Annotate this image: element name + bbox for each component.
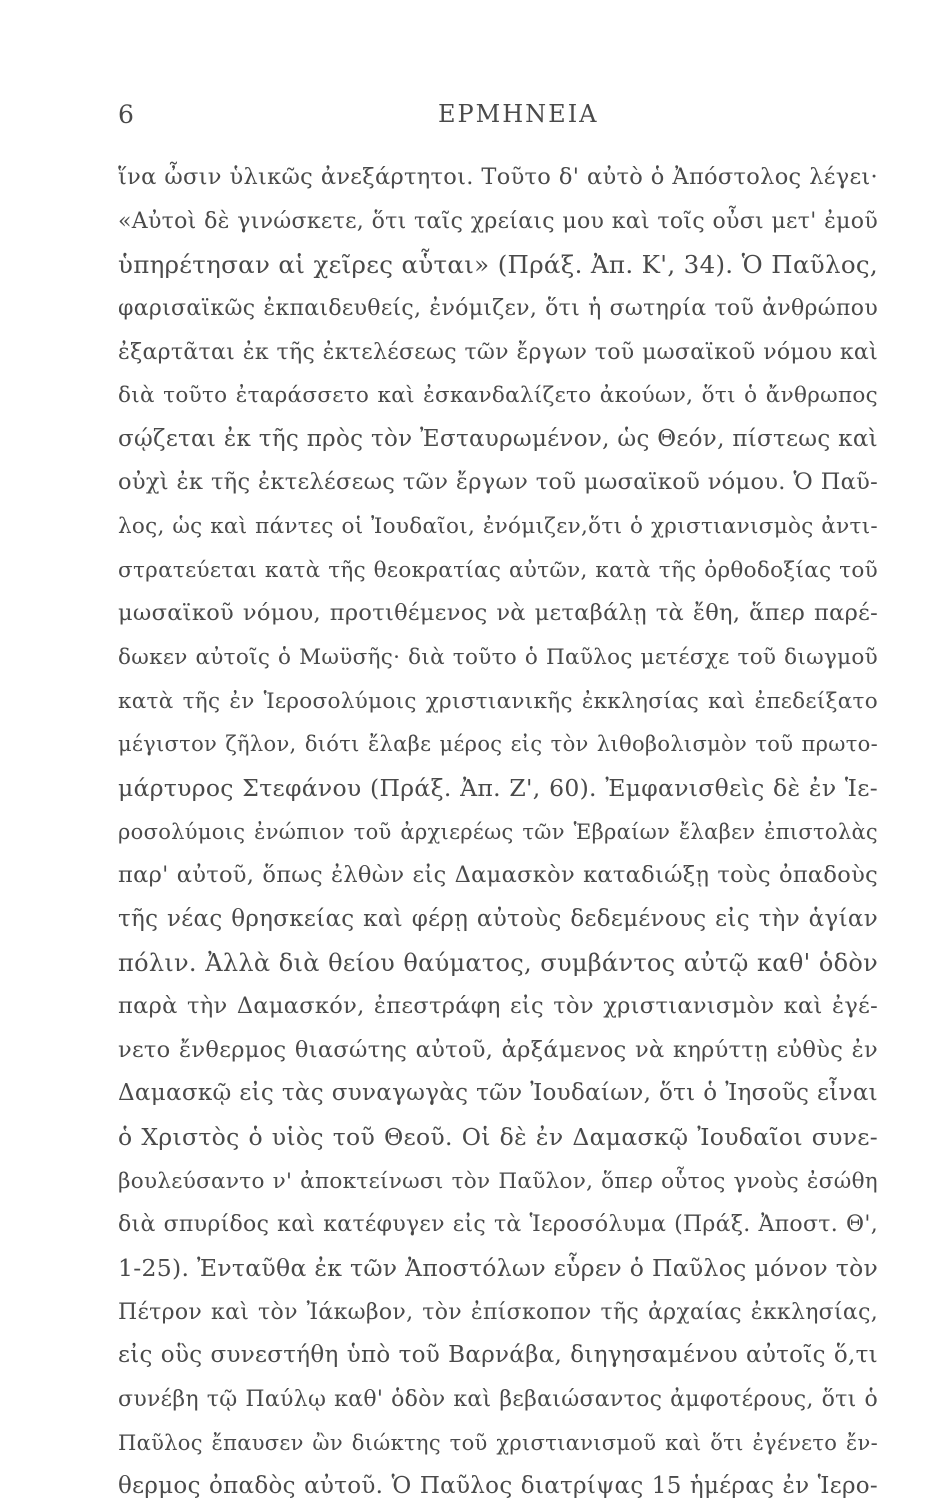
text-line: στρατεύεται κατὰ τῆς θεοκρατίας αὐτῶν, κατὰ τῆς ὀρθοδοξίας τοῦ <box>118 557 878 583</box>
text-line: μέγιστον ζῆλον, διότι ἔλαβε μέρος εἰς τὸν λιθοβολισμὸν τοῦ πρωτο- <box>118 732 878 757</box>
text-line: ὁ Χριστὸς ὁ υἱὸς τοῦ Θεοῦ. Οἱ δὲ ἐν Δαμασκῷ Ἰουδαῖοι συνε- <box>118 1123 878 1152</box>
text-line: Πέτρον καὶ τὸν Ἰάκωβον, τὸν ἐπίσκοπον τῆς ἀρχαίας ἐκκλησίας, <box>118 1299 878 1325</box>
text-line: διὰ τοῦτο ἐταράσσετο καὶ ἐσκανδαλίζετο ἀκούων, ὅτι ὁ ἄνθρωπος <box>118 383 878 409</box>
text-line: Παῦλος ἔπαυσεν ὢν διώκτης τοῦ χριστιανισμοῦ καὶ ὅτι ἐγένετο ἔν- <box>118 1430 878 1455</box>
text-line: ἐξαρτᾶται ἐκ τῆς ἐκτελέσεως τῶν ἔργων τοῦ μωσαϊκοῦ νόμου καὶ <box>118 339 878 365</box>
text-line: παρ' αὐτοῦ, ὅπως ἐλθὼν εἰς Δαμασκὸν καταδιώξῃ τοὺς ὀπαδοὺς <box>118 862 878 889</box>
text-line: φαρισαϊκῶς ἐκπαιδευθείς, ἐνόμιζεν, ὅτι ἡ σωτηρία τοῦ ἀνθρώπου <box>118 295 878 321</box>
running-title: ΕΡΜΗΝΕΙΑ <box>438 100 599 128</box>
text-line: 1-25). Ἐνταῦθα ἐκ τῶν Ἀποστόλων εὗρεν ὁ Παῦλος μόνον τὸν <box>118 1254 878 1283</box>
text-line: οὐχὶ ἐκ τῆς ἐκτελέσεως τῶν ἔργων τοῦ μωσαϊκοῦ νόμου. Ὁ Παῦ- <box>118 469 878 496</box>
text-line: Δαμασκῷ εἰς τὰς συναγωγὰς τῶν Ἰουδαίων, ὅτι ὁ Ἰησοῦς εἶναι <box>118 1080 878 1107</box>
text-line: «Αὐτοὶ δὲ γινώσκετε, ὅτι ταῖς χρείαις μου καὶ τοῖς οὖσι μετ' ἐμοῦ <box>118 208 878 234</box>
text-line: δωκεν αὐτοῖς ὁ Μωϋσῆς· διὰ τοῦτο ὁ Παῦλος μετέσχε τοῦ διωγμοῦ <box>118 645 878 671</box>
text-line: διὰ σπυρίδος καὶ κατέφυγεν εἰς τὰ Ἱεροσόλυμα (Πράξ. Ἀποστ. Θ', <box>118 1212 878 1238</box>
text-line: πόλιν. Ἀλλὰ διὰ θείου θαύματος, συμβάντος αὐτῷ καθ' ὁδὸν <box>118 948 878 977</box>
text-line: θερμος ὀπαδὸς αὐτοῦ. Ὁ Παῦλος διατρίψας 15 ἡμέρας ἐν Ἱερο- <box>118 1473 878 1500</box>
text-line: παρὰ τὴν Δαμασκόν, ἐπεστράφη εἰς τὸν χριστιανισμὸν καὶ ἐγέ- <box>118 993 878 1020</box>
text-line: σῴζεται ἐκ τῆς πρὸς τὸν Ἐσταυρωμένον, ὡς Θεόν, πίστεως καὶ <box>118 425 878 452</box>
page-number: 6 <box>118 100 135 129</box>
text-line: εἰς οὓς συνεστήθη ὑπὸ τοῦ Βαρνάβα, διηγησαμένου αὐτοῖς ὅ,τι <box>118 1342 878 1369</box>
text-line: νετο ἔνθερμος θιασώτης αὐτοῦ, ἀρξάμενος νὰ κηρύττῃ εὐθὺς ἐν <box>118 1036 878 1063</box>
text-line: λος, ὡς καὶ πάντες οἱ Ἰουδαῖοι, ἐνόμιζεν,ὅτι ὁ χριστιανισμὸς ἀντι- <box>118 514 878 540</box>
text-line: μάρτυρος Στεφάνου (Πράξ. Ἀπ. Ζ', 60). Ἐμφανισθεὶς δὲ ἐν Ἱε- <box>118 773 878 802</box>
text-line: βουλεύσαντο ν' ἀποκτείνωσι τὸν Παῦλον, ὅπερ οὗτος γνοὺς ἐσώθη <box>118 1168 878 1194</box>
body-text <box>118 156 878 1509</box>
text-line: τῆς νέας θρησκείας καὶ φέρῃ αὐτοὺς δεδεμένους εἰς τὴν ἁγίαν <box>118 905 878 932</box>
text-line: μωσαϊκοῦ νόμου, προτιθέμενος νὰ μεταβάλῃ τὰ ἔθη, ἅπερ παρέ- <box>118 600 878 627</box>
text-line: κατὰ τῆς ἐν Ἱεροσολύμοις χριστιανικῆς ἐκκλησίας καὶ ἐπεδείξατο <box>118 688 878 714</box>
text-line: ἵνα ὦσιν ὑλικῶς ἀνεξάρτητοι. Τοῦτο δ' αὐτὸ ὁ Ἀπόστολος λέγει· <box>118 164 878 190</box>
page-header <box>118 100 878 140</box>
text-line: ροσολύμοις ἐνώπιον τοῦ ἀρχιερέως τῶν Ἑβραίων ἔλαβεν ἐπιστολὰς <box>118 819 878 844</box>
text-line: συνέβη τῷ Παύλῳ καθ' ὁδὸν καὶ βεβαιώσαντος ἀμφοτέρους, ὅτι ὁ <box>118 1386 878 1412</box>
text-line: ὑπηρέτησαν αἱ χεῖρες αὗται» (Πράξ. Ἀπ. Κ', 34). Ὁ Παῦλος, <box>118 250 878 280</box>
